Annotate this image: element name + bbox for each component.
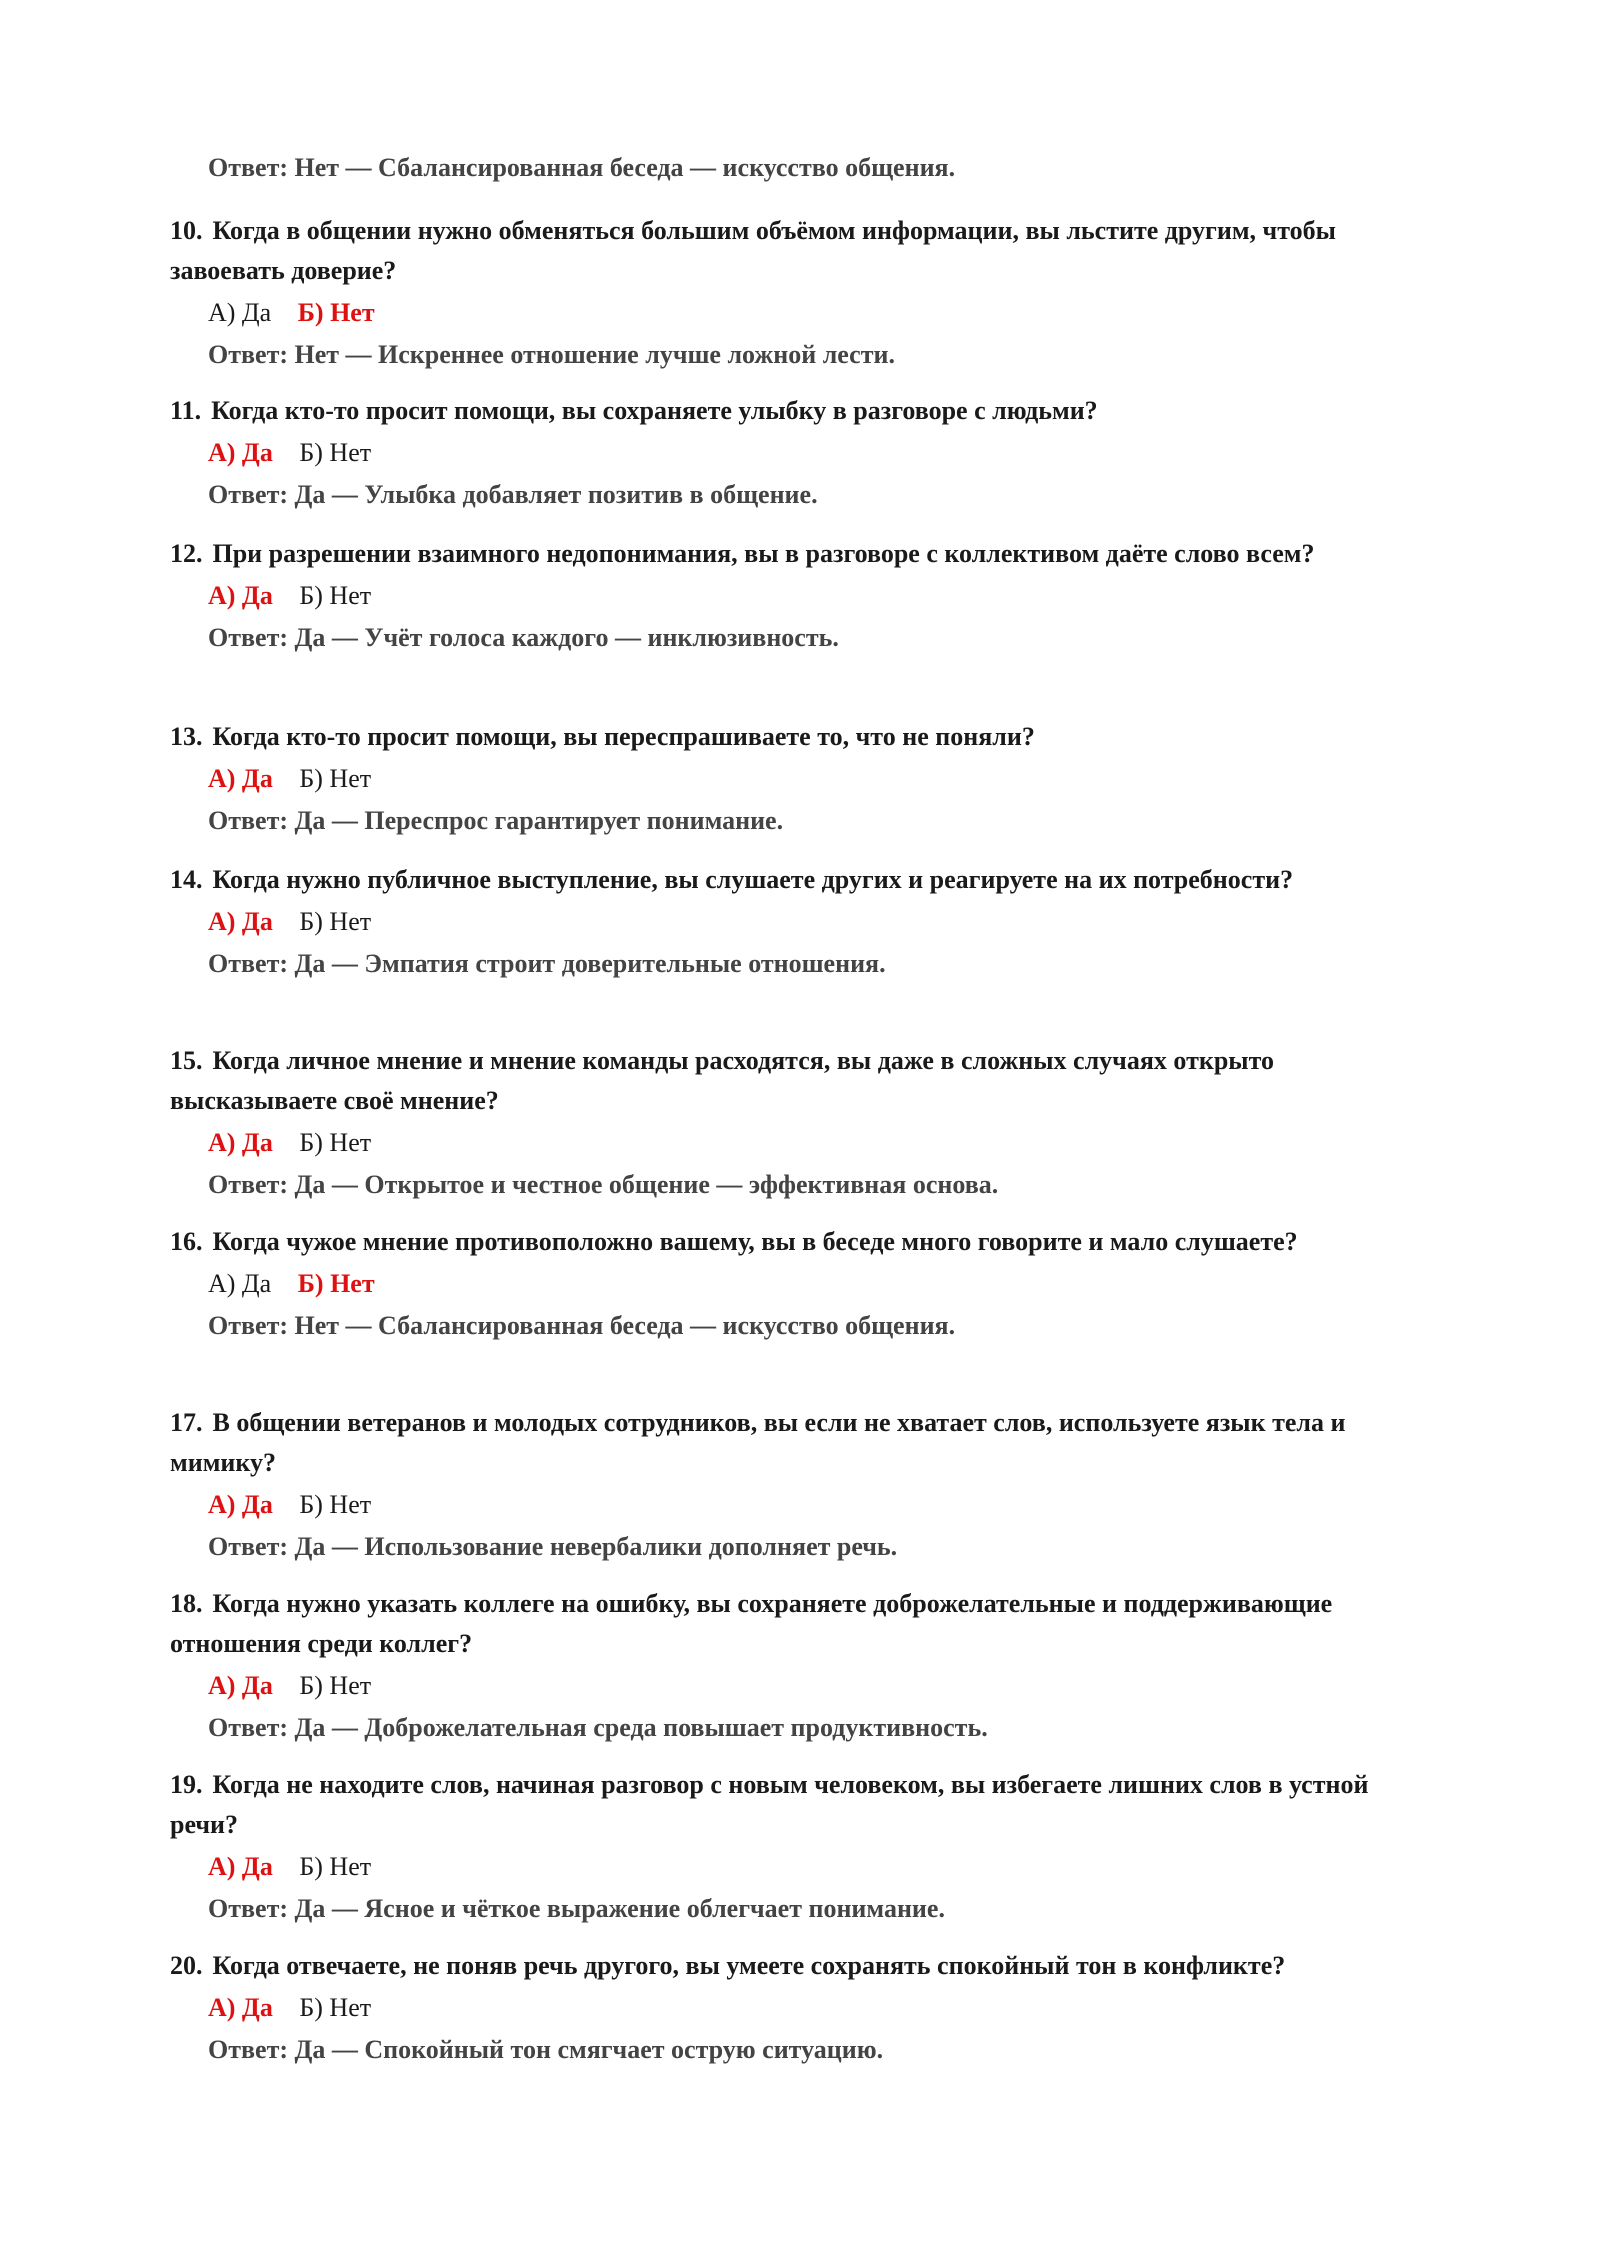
question-16 (170, 1222, 1440, 1346)
option-b[interactable]: Б) Нет (299, 1993, 372, 2022)
option-a-correct[interactable]: А) Да (208, 1852, 273, 1881)
question-text (170, 1946, 1440, 1986)
question-18 (170, 1584, 1440, 1748)
option-a-correct[interactable]: А) Да (208, 764, 273, 793)
answer-line: Ответ: Да — Переспрос гарантирует понимание. (208, 806, 784, 835)
question-text (170, 1403, 1440, 1483)
question-19 (170, 1765, 1440, 1929)
question-number: 13. (170, 722, 203, 751)
question-text (170, 1222, 1440, 1262)
option-a-correct[interactable]: А) Да (208, 1128, 273, 1157)
answer-line: Ответ: Да — Эмпатия строит доверительные отношения. (208, 949, 886, 978)
question-number: 18. (170, 1589, 203, 1618)
option-a-correct[interactable]: А) Да (208, 1490, 273, 1519)
option-b[interactable]: Б) Нет (299, 1852, 372, 1881)
answer-line: Ответ: Да — Доброжелательная среда повышает продуктивность. (208, 1713, 988, 1742)
question-10 (170, 211, 1440, 375)
option-b-correct[interactable]: Б) Нет (297, 298, 375, 327)
question-14 (170, 860, 1440, 984)
question-body: Когда не находите слов, начиная разговор с новым человеком, вы избегаете лишних слов в устной речи? (170, 1770, 1369, 1839)
question-text (170, 534, 1440, 574)
question-text (170, 1584, 1440, 1664)
question-11 (170, 391, 1440, 515)
answer-line: Ответ: Да — Улыбка добавляет позитив в общение. (208, 480, 818, 509)
option-a[interactable]: А) Да (208, 1269, 272, 1298)
question-number: 19. (170, 1770, 203, 1799)
question-text (170, 717, 1440, 757)
options (208, 1666, 1440, 1706)
question-number: 17. (170, 1408, 203, 1437)
option-a[interactable]: А) Да (208, 298, 272, 327)
question-body: Когда нужно публичное выступление, вы слушаете других и реагируете на их потребности? (212, 865, 1294, 894)
options (208, 576, 1440, 616)
option-b[interactable]: Б) Нет (299, 438, 372, 467)
answer-line: Ответ: Нет — Сбалансированная беседа — искусство общения. (208, 1311, 956, 1340)
option-a-correct[interactable]: А) Да (208, 1671, 273, 1700)
answer-line: Ответ: Нет — Сбалансированная беседа — искусство общения. (208, 153, 956, 182)
question-body: Когда кто-то просит помощи, вы переспрашиваете то, что не поняли? (212, 722, 1035, 751)
question-20 (170, 1946, 1440, 2070)
question-number: 12. (170, 539, 203, 568)
question-text (170, 211, 1440, 291)
option-a-correct[interactable]: А) Да (208, 581, 273, 610)
question-number: 20. (170, 1951, 203, 1980)
question-number: 15. (170, 1046, 203, 1075)
option-b[interactable]: Б) Нет (299, 907, 372, 936)
answer-line: Ответ: Да — Ясное и чёткое выражение облегчает понимание. (208, 1894, 945, 1923)
option-a-correct[interactable]: А) Да (208, 907, 273, 936)
question-text (170, 1765, 1440, 1845)
option-b[interactable]: Б) Нет (299, 1490, 372, 1519)
question-text (170, 860, 1440, 900)
option-b[interactable]: Б) Нет (299, 581, 372, 610)
question-number: 10. (170, 216, 203, 245)
question-body: Когда личное мнение и мнение команды расходятся, вы даже в сложных случаях открыто высказываете своё мнение? (170, 1046, 1275, 1115)
question-body: Когда чужое мнение противоположно вашему, вы в беседе много говорите и мало слушаете? (212, 1227, 1298, 1256)
answer-line: Ответ: Да — Использование невербалики дополняет речь. (208, 1532, 898, 1561)
options (208, 902, 1440, 942)
answer-line: Ответ: Нет — Искреннее отношение лучше ложной лести. (208, 340, 895, 369)
question-body: В общении ветеранов и молодых сотрудников, вы если не хватает слов, используете язык тела и мимику? (170, 1408, 1346, 1477)
question-body: При разрешении взаимного недопонимания, вы в разговоре с коллективом даёте слово всем? (212, 539, 1315, 568)
answer-line: Ответ: Да — Открытое и честное общение — эффективная основа. (208, 1170, 999, 1199)
options (208, 1847, 1440, 1887)
question-15 (170, 1041, 1440, 1205)
question-number: 14. (170, 865, 203, 894)
options (208, 1264, 1440, 1304)
option-b[interactable]: Б) Нет (299, 764, 372, 793)
option-b[interactable]: Б) Нет (299, 1671, 372, 1700)
option-b[interactable]: Б) Нет (299, 1128, 372, 1157)
options (208, 1485, 1440, 1525)
question-17 (170, 1403, 1440, 1567)
option-a-correct[interactable]: А) Да (208, 438, 273, 467)
option-a-correct[interactable]: А) Да (208, 1993, 273, 2022)
question-12 (170, 534, 1440, 658)
options (208, 433, 1440, 473)
question-body: Когда нужно указать коллеге на ошибку, вы сохраняете доброжелательные и поддерживающие отношения среди коллег? (170, 1589, 1333, 1658)
question-body: Когда отвечаете, не поняв речь другого, вы умеете сохранять спокойный тон в конфликте? (212, 1951, 1286, 1980)
question-text (170, 1041, 1440, 1121)
options (208, 1988, 1440, 2028)
question-number: 11. (170, 396, 202, 425)
question-13 (170, 717, 1440, 841)
options (208, 1123, 1440, 1163)
question-body: Когда в общении нужно обменяться большим объёмом информации, вы льстите другим, чтобы завоевать доверие? (170, 216, 1336, 285)
answer-line: Ответ: Да — Спокойный тон смягчает острую ситуацию. (208, 2035, 884, 2064)
question-number: 16. (170, 1227, 203, 1256)
question-text (170, 391, 1440, 431)
answer-line: Ответ: Да — Учёт голоса каждого — инклюзивность. (208, 623, 839, 652)
options (208, 759, 1440, 799)
options (208, 293, 1440, 333)
option-b-correct[interactable]: Б) Нет (297, 1269, 375, 1298)
question-body: Когда кто-то просит помощи, вы сохраняете улыбку в разговоре с людьми? (211, 396, 1098, 425)
